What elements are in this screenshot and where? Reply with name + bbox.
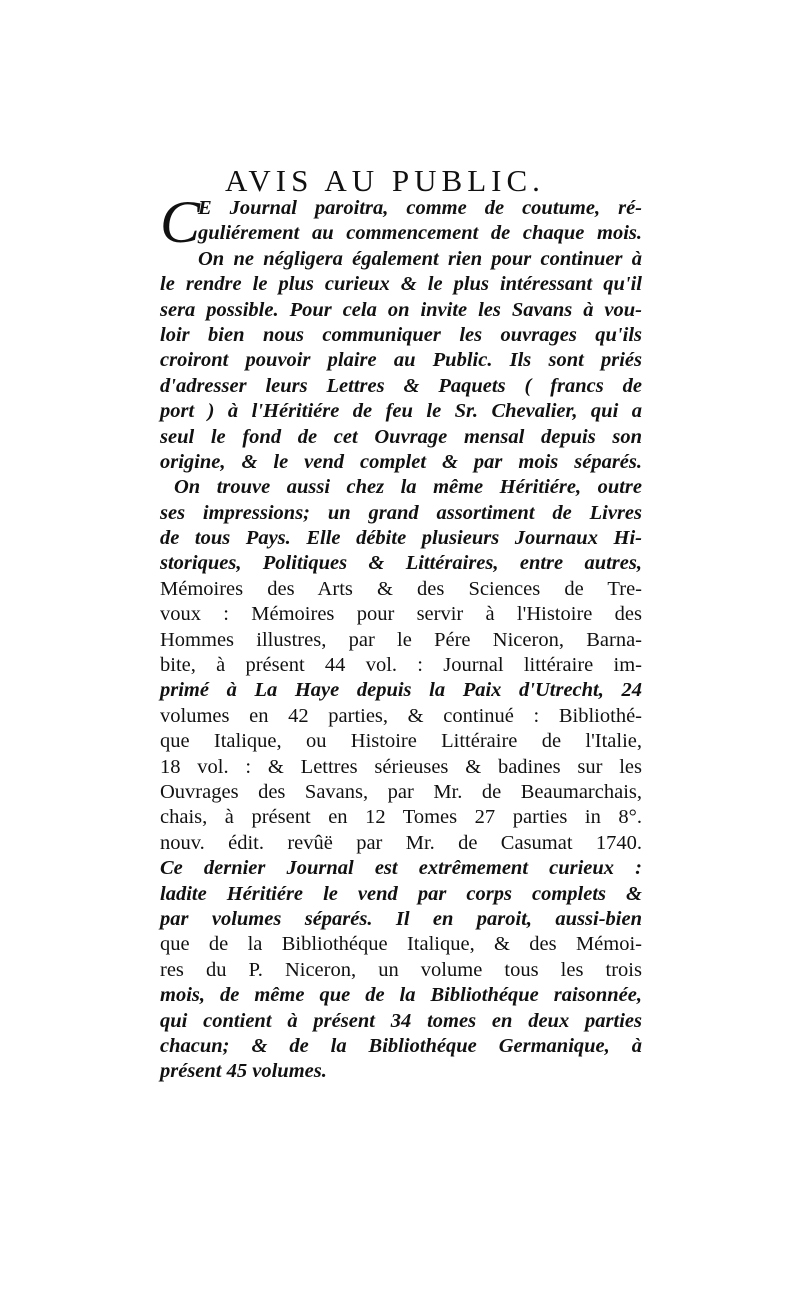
text-line: nouv. édit. revûë par Mr. de Casumat 1740. <box>160 831 642 854</box>
text-line: E Journal paroitra, comme de coutume, ré- <box>198 197 642 219</box>
text-line: que Italique, ou Histoire Littéraire de l'Italie, <box>160 730 642 753</box>
text-line: storiques, Politiques & Littéraires, entre autres, <box>160 552 642 575</box>
text-line: le rendre le plus curieux & le plus intéressant qu'il <box>160 273 642 296</box>
text-line: ladite Héritiére le vend par corps complets & <box>160 882 642 905</box>
text-line: que de la Bibliothéque Italique, & des Mémoi- <box>160 933 642 956</box>
text-line: de tous Pays. Elle débite plusieurs Journaux Hi- <box>160 527 642 550</box>
text-line: primé à La Haye depuis la Paix d'Utrecht, 24 <box>160 679 642 702</box>
text-line: Ce dernier Journal est extrêmement curieux : <box>160 857 642 880</box>
text-line: Hommes illustres, par le Pére Niceron, Barna- <box>160 628 642 651</box>
text-line: port ) à l'Héritiére de feu le Sr. Chevalier, qui a <box>160 400 642 423</box>
text-line: On trouve aussi chez la même Héritiére, outre <box>174 476 642 499</box>
text-line: par volumes séparés. Il en paroit, aussi-bien <box>160 907 642 930</box>
text-line: Mémoires des Arts & des Sciences de Tre- <box>160 577 642 600</box>
text-line: qui contient à présent 34 tomes en deux parties <box>160 1009 642 1032</box>
text-line: mois, de même que de la Bibliothéque raisonnée, <box>160 984 642 1007</box>
drop-cap: C <box>160 189 201 255</box>
text-line: loir bien nous communiquer les ouvrages qu'ils <box>160 323 642 346</box>
text-line: guliérement au commencement de chaque mois. <box>198 222 642 245</box>
text-line: On ne négligera également rien pour continuer à <box>198 247 642 270</box>
text-line: Ouvrages des Savans, par Mr. de Beaumarchais, <box>160 780 642 803</box>
text-line: ses impressions; un grand assortiment de Livres <box>160 501 642 524</box>
notice-text <box>160 189 642 1085</box>
text-line: seul le fond de cet Ouvrage mensal depuis son <box>160 425 642 448</box>
text-line: croiront pouvoir plaire au Public. Ils sont priés <box>160 349 642 372</box>
text-line: chacun; & de la Bibliothéque Germanique, à <box>160 1034 642 1057</box>
text-line: bite, à présent 44 vol. : Journal littéraire im- <box>160 654 642 677</box>
text-line: sera possible. Pour cela on invite les Savans à vou- <box>160 298 642 321</box>
text-line: origine, & le vend complet & par mois séparés. <box>160 450 642 473</box>
text-line: présent 45 volumes. <box>160 1060 327 1083</box>
page-title: AVIS AU PUBLIC. <box>225 163 545 198</box>
text-line: 18 vol. : & Lettres sérieuses & badines sur les <box>160 755 642 778</box>
text-lines <box>160 189 642 1085</box>
text-line: d'adresser leurs Lettres & Paquets ( francs de <box>160 374 642 397</box>
text-line: res du P. Niceron, un volume tous les trois <box>160 958 642 981</box>
text-line: voux : Mémoires pour servir à l'Histoire des <box>160 603 642 626</box>
text-line: volumes en 42 parties, & continué : Bibliothé- <box>160 704 642 727</box>
text-line: chais, à présent en 12 Tomes 27 parties in 8°. <box>160 806 642 829</box>
